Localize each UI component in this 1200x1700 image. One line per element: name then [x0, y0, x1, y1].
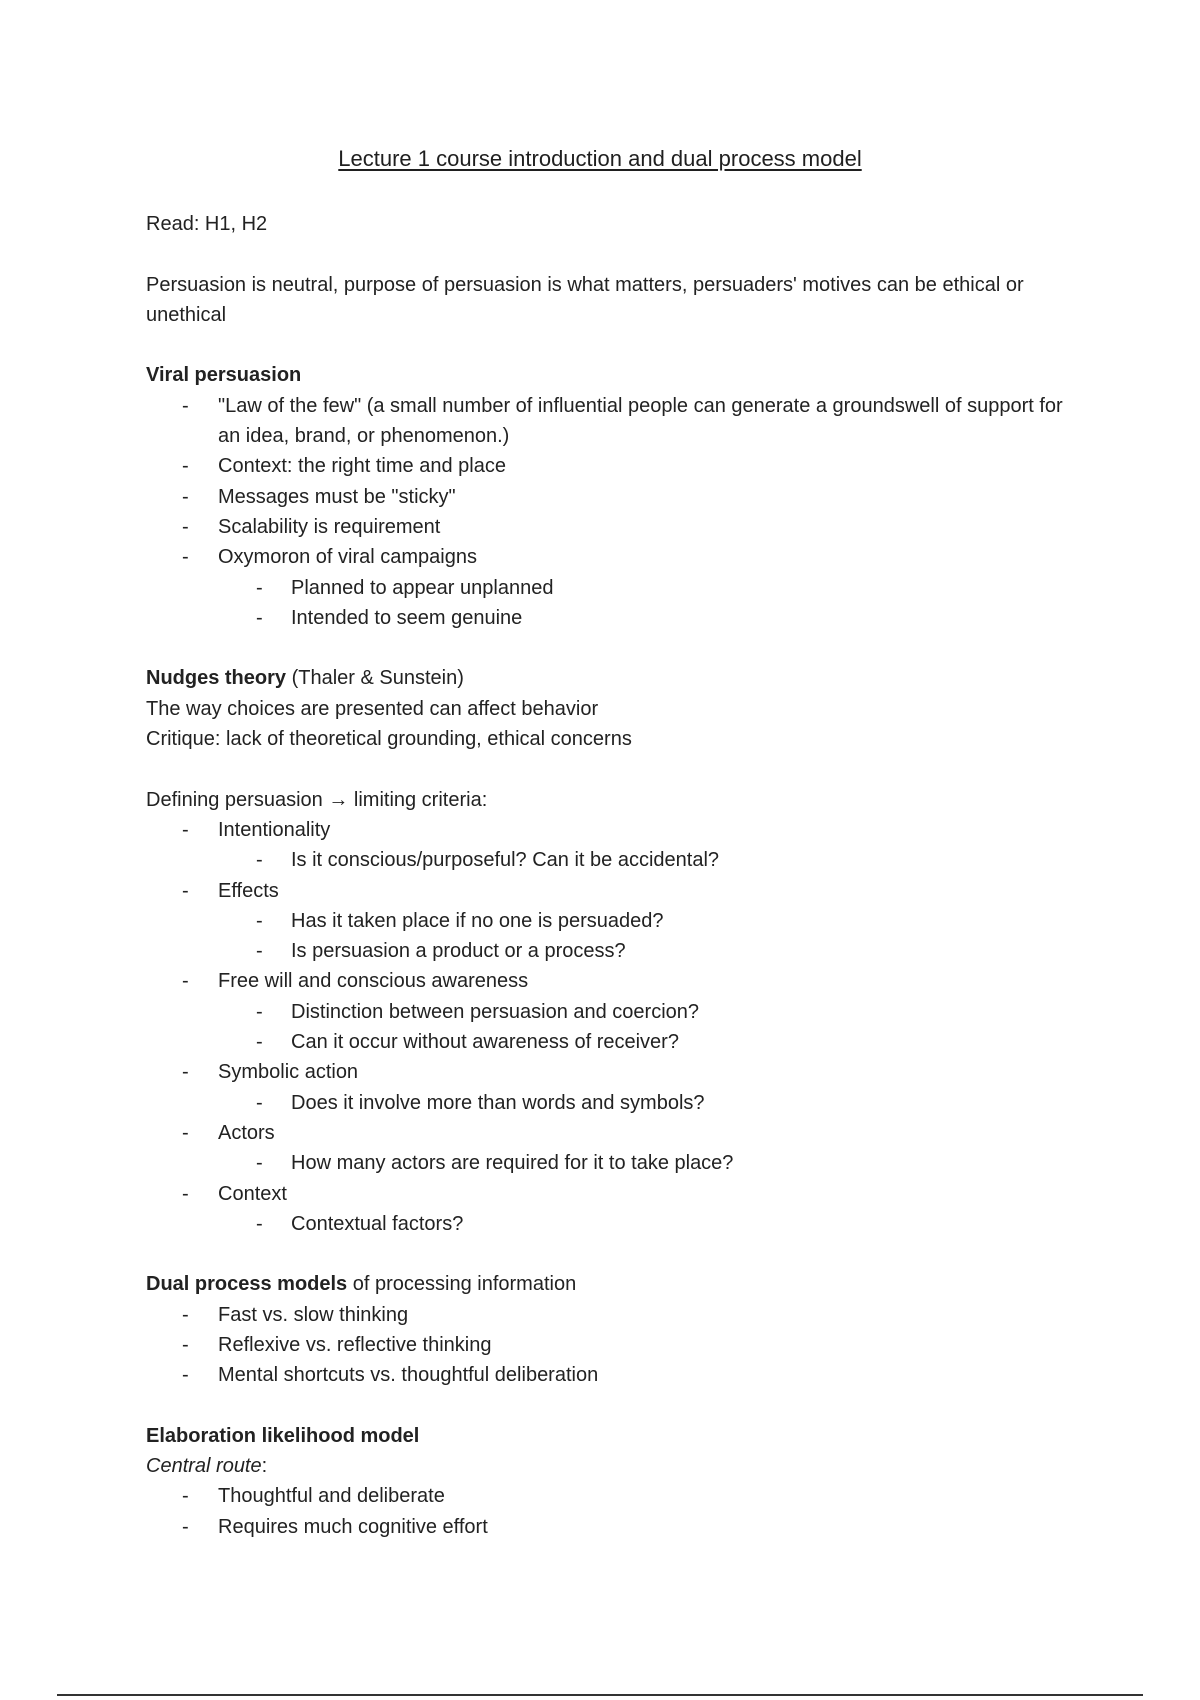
- list-item: - Messages must be "sticky": [182, 485, 456, 508]
- list-item: - Mental shortcuts vs. thoughtful deliberation: [182, 1364, 599, 1387]
- list-item: - Scalability is requirement: [182, 515, 441, 538]
- list-item: - Fast vs. slow thinking: [182, 1303, 409, 1326]
- section-heading-elm: Elaboration likelihood model: [146, 1424, 420, 1447]
- document-body: [146, 209, 1066, 1542]
- section-heading-defining: Defining persuasion → limiting criteria:: [146, 788, 488, 811]
- central-route-label: Central route:: [146, 1455, 268, 1478]
- list-item: - Context: the right time and place: [182, 455, 506, 478]
- sub-list-item: - Distinction between persuasion and coercion?: [256, 1000, 700, 1023]
- list-item: - Intentionality: [182, 818, 331, 841]
- list-item: - Requires much cognitive effort: [182, 1515, 488, 1538]
- sub-list-item: - Is it conscious/purposeful? Can it be accidental?: [256, 849, 720, 872]
- list-item: - Free will and conscious awareness: [182, 970, 529, 993]
- list-item: - "Law of the few" (a small number of influential people can generate a groundswell of support for an idea, brand, or phenomenon.): [182, 394, 1063, 448]
- section-heading-dual: Dual process models of processing information: [146, 1273, 577, 1296]
- list-item: - Oxymoron of viral campaigns: [182, 546, 477, 569]
- page-title: Lecture 1 course introduction and dual process model: [338, 146, 862, 171]
- sub-list-item: - How many actors are required for it to take place?: [256, 1152, 734, 1175]
- section-heading-viral: Viral persuasion: [146, 364, 302, 387]
- page-bottom-divider: [57, 1694, 1143, 1696]
- sub-list-item: - Is persuasion a product or a process?: [256, 940, 626, 963]
- reading-assignment: Read: H1, H2: [146, 213, 268, 235]
- list-item: - Symbolic action: [182, 1061, 359, 1084]
- nudges-critique: Critique: lack of theoretical grounding, ethical concerns: [146, 728, 632, 751]
- intro-paragraph: Persuasion is neutral, purpose of persuasion is what matters, persuaders' motives can be ethical or unethical: [146, 273, 1024, 326]
- sub-list-item: - Has it taken place if no one is persuaded?: [256, 909, 664, 932]
- sub-list-item: - Can it occur without awareness of receiver?: [256, 1031, 679, 1054]
- sub-list-item: - Intended to seem genuine: [256, 606, 523, 629]
- list-item: - Reflexive vs. reflective thinking: [182, 1333, 492, 1356]
- list-item: - Thoughtful and deliberate: [182, 1485, 445, 1508]
- sub-list-item: - Contextual factors?: [256, 1212, 464, 1235]
- list-item: - Context: [182, 1182, 287, 1205]
- list-item: - Actors: [182, 1121, 275, 1144]
- section-heading-nudges: Nudges theory (Thaler & Sunstein): [146, 667, 464, 690]
- list-item: - Effects: [182, 879, 279, 902]
- nudges-line: The way choices are presented can affect behavior: [146, 697, 599, 720]
- sub-list-item: - Does it involve more than words and symbols?: [256, 1091, 705, 1114]
- sub-list-item: - Planned to appear unplanned: [256, 576, 554, 599]
